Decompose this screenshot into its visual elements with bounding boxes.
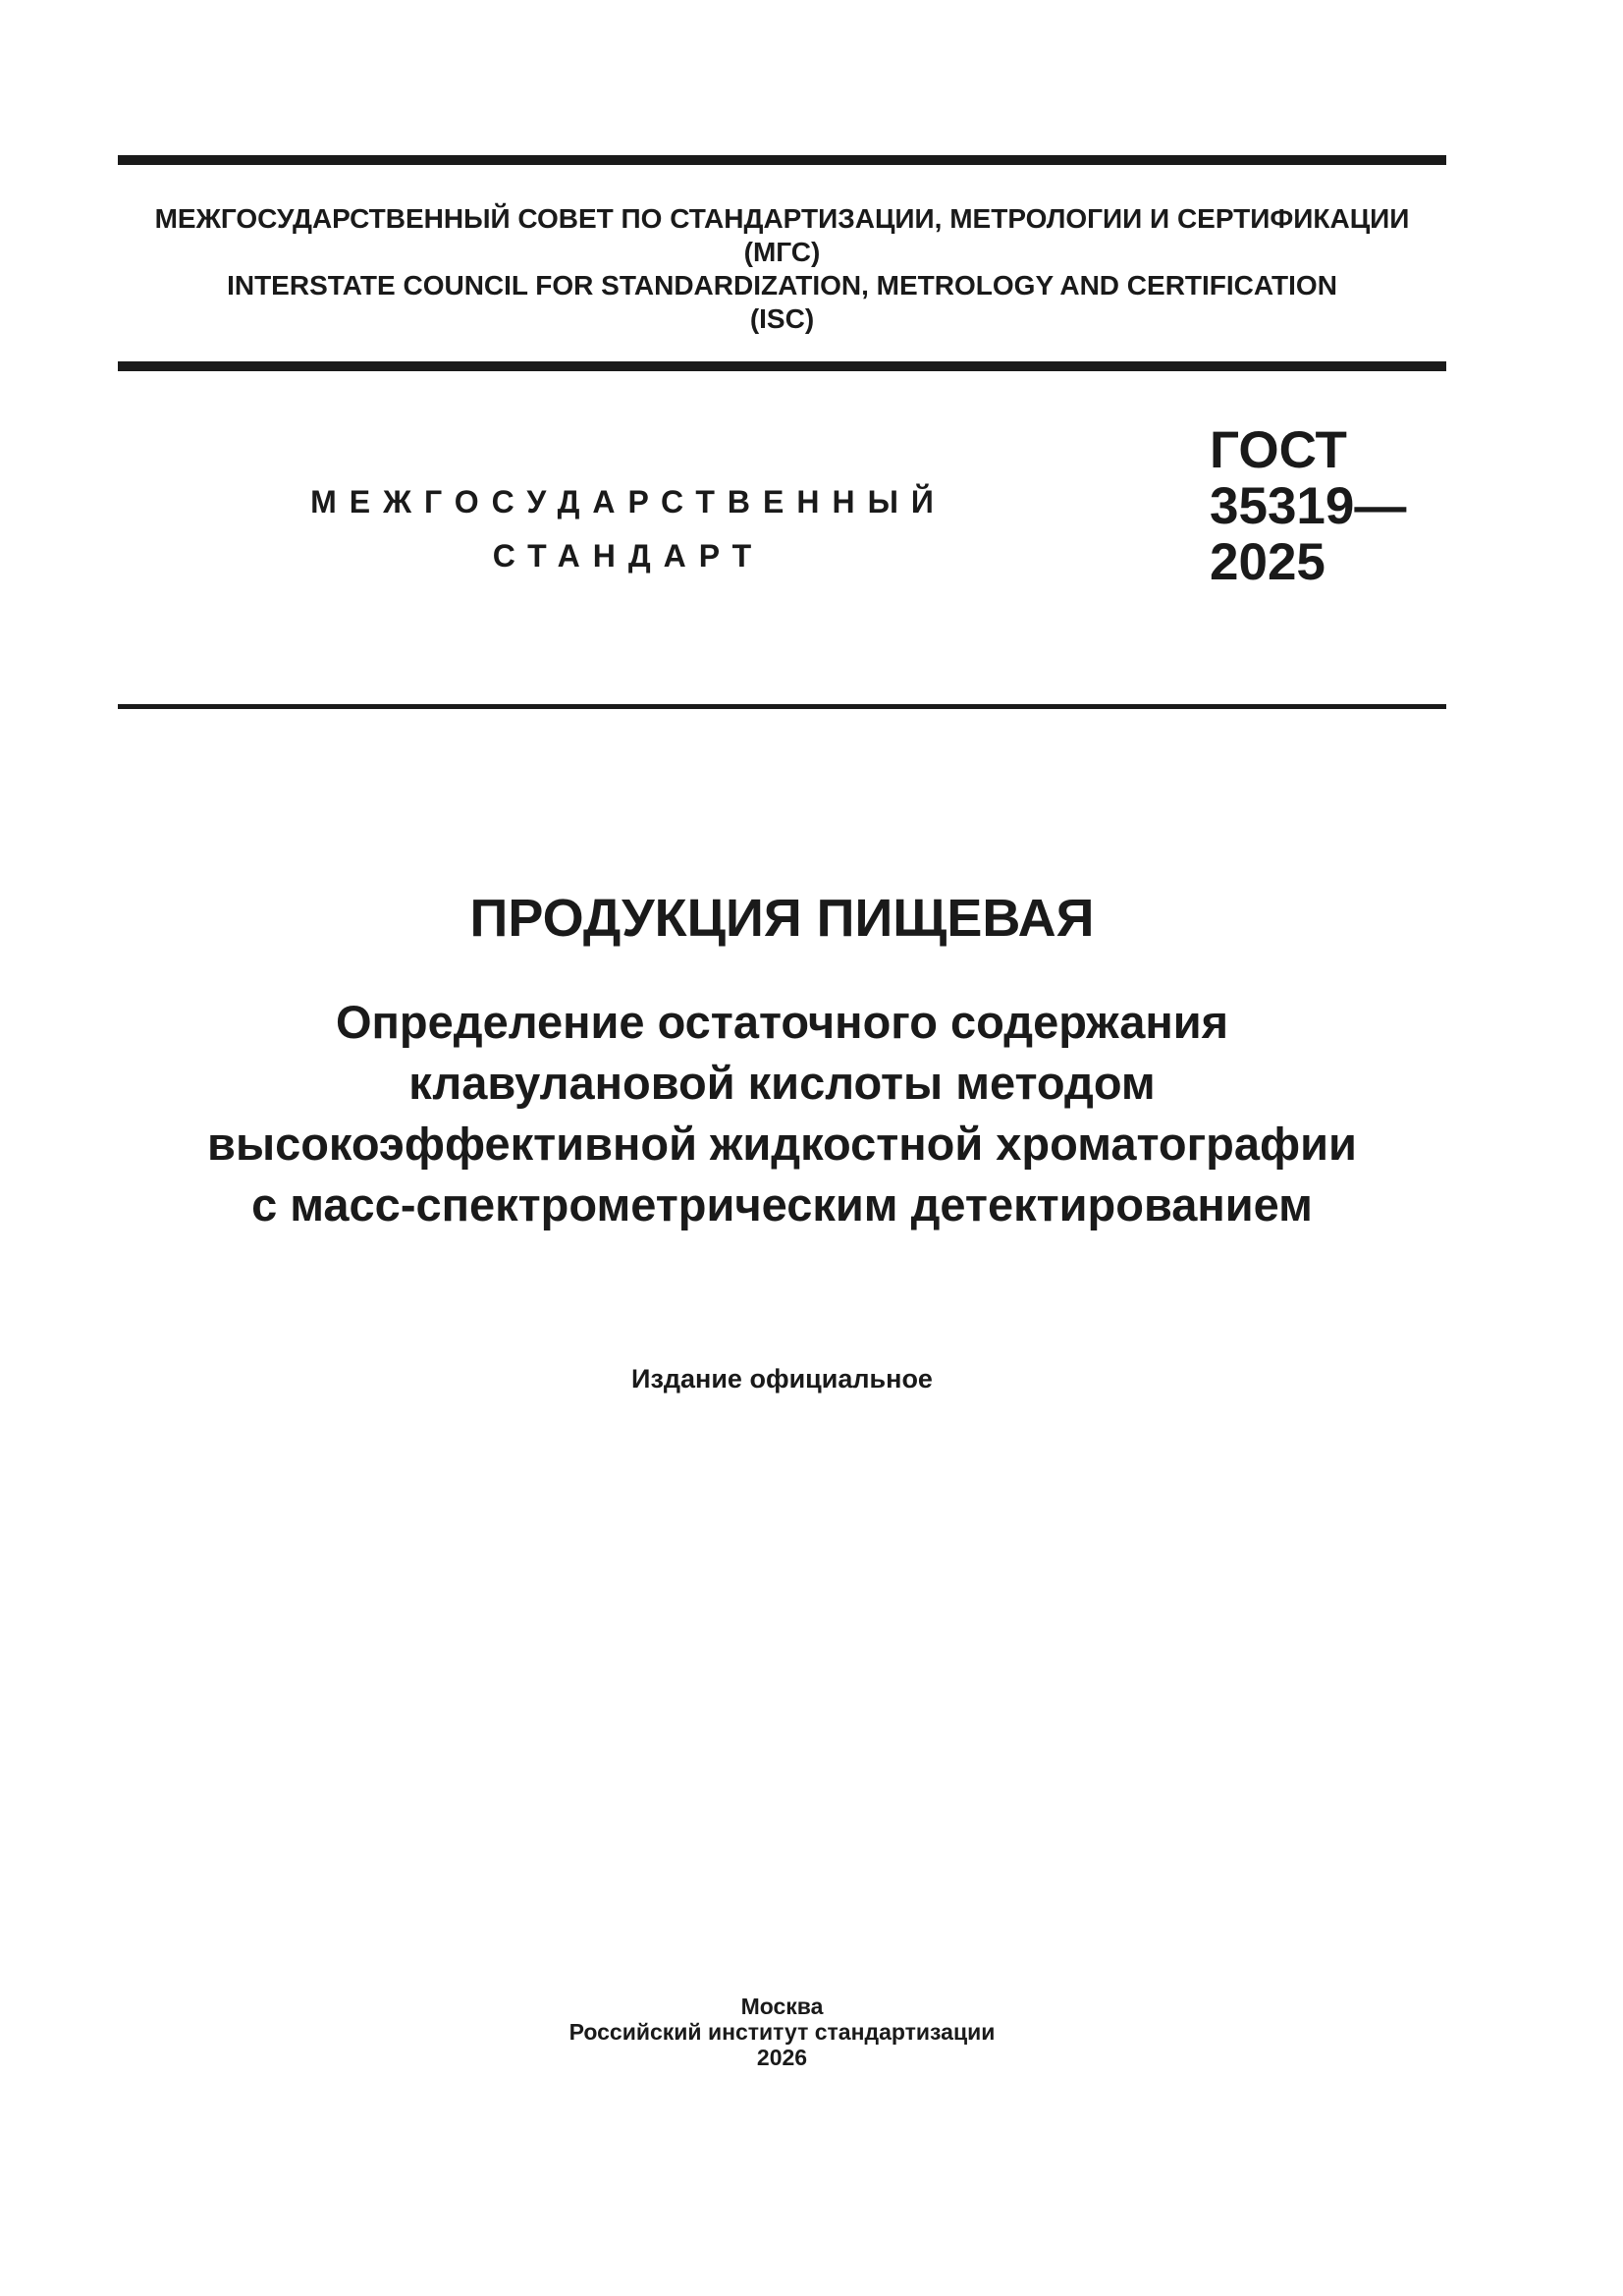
standard-type-line-2: СТАНДАРТ [492, 538, 765, 574]
designation-number: 35319— [1210, 477, 1407, 535]
imprint [118, 1994, 1446, 2070]
document-subtitle [118, 992, 1446, 1235]
council-abbr-en: (ISC) [749, 303, 815, 334]
council-abbr-ru: (МГС) [743, 237, 821, 267]
imprint-city: Москва [740, 1994, 824, 2019]
subtitle-line-3: высокоэффективной жидкостной хроматографии [207, 1118, 1357, 1170]
council-header [118, 202, 1446, 336]
designation-prefix: ГОСТ [1210, 421, 1347, 479]
edition-label: Издание официальное [631, 1364, 933, 1394]
middle-rule [118, 361, 1446, 371]
top-rule [118, 155, 1446, 165]
subtitle-line-1: Определение остаточного содержания [335, 996, 1229, 1048]
imprint-publisher: Российский институт стандартизации [568, 2019, 996, 2045]
standard-type [118, 475, 1139, 583]
imprint-year: 2026 [756, 2045, 808, 2070]
subtitle-line-4: с масс-спектрометрическим детектированием [251, 1178, 1313, 1230]
document-title: ПРОДУКЦИЯ ПИЩЕВАЯ [469, 889, 1095, 948]
standard-type-line-1: МЕЖГОСУДАРСТВЕННЫЙ [310, 484, 947, 519]
council-name-ru: МЕЖГОСУДАРСТВЕННЫЙ СОВЕТ ПО СТАНДАРТИЗАЦИИ, МЕТРОЛОГИИ И СЕРТИФИКАЦИИ [154, 203, 1410, 234]
subtitle-line-2: клавулановой кислоты методом [408, 1057, 1156, 1109]
council-name-en: INTERSTATE COUNCIL FOR STANDARDIZATION, METROLOGY AND CERTIFICATION [227, 270, 1337, 301]
designation-year: 2025 [1210, 533, 1325, 591]
bottom-rule [118, 704, 1446, 709]
standard-designation [1210, 422, 1406, 590]
